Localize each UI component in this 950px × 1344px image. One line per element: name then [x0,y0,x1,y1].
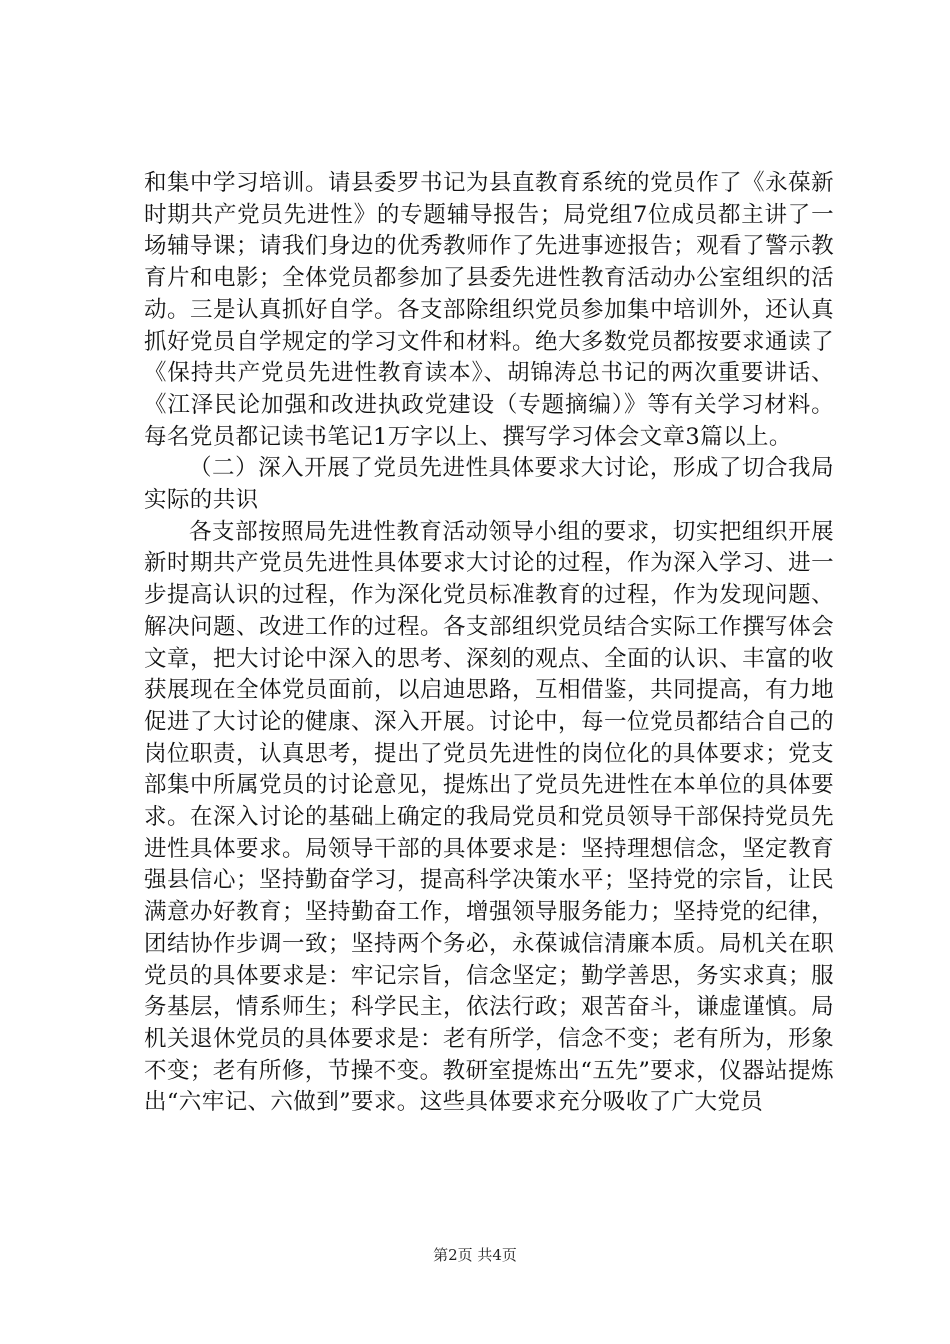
section-heading-two: （二）深入开展了党员先进性具体要求大讨论，形成了切合我局实际的共识 [144,455,834,514]
page-footer: 第2页 共4页 [433,1246,517,1264]
paragraph-study-training: 和集中学习培训。请县委罗书记为县直教育系统的党员作了《永葆新时期共产党员先进性》的专题辅导报告；局党组7位成员都主讲了一场辅导课；请我们身边的优秀教师作了先进事迹报告；观看了警示教育片和电影；全体党员都参加了县委先进性教育活动办公室组织的活动。三是认真抓好自学。各支部除组织党员参加集中培训外，还认真抓好党员自学规定的学习文件和材料。绝大多数党员都按要求通读了《保持共产党员先进性教育读本》、胡锦涛总书记的两次重要讲话、《江泽民论加强和改进执政党建设（专题摘编）》等有关学习材料。每名党员都记读书笔记1万字以上、撰写学习体会文章3篇以上。 [144,170,834,450]
paragraph-discussion: 各支部按照局先进性教育活动领导小组的要求，切实把组织开展新时期共产党员先进性具体要求大讨论的过程，作为深入学习、进一步提高认识的过程，作为深化党员标准教育的过程，作为发现问题、解决问题、改进工作的过程。各支部组织党员结合实际工作撰写体会文章，把大讨论中深入的思考、深刻的观点、全面的认识、丰富的收获展现在全体党员面前，以启迪思路，互相借鉴，共同提高，有力地促进了大讨论的健康、深入开展。讨论中，每一位党员都结合自己的岗位职责，认真思考，提出了党员先进性的岗位化的具体要求；党支部集中所属党员的讨论意见，提炼出了党员先进性在本单位的具体要求。在深入讨论的基础上确定的我局党员和党员领导干部保持党员先进性具体要求。局领导干部的具体要求是：坚持理想信念，坚定教育强县信心；坚持勤奋学习，提高科学决策水平；坚持党的宗旨，让民满意办好教育；坚持勤奋工作，增强领导服务能力；坚持党的纪律，团结协作步调一致；坚持两个务必，永葆诚信清廉本质。局机关在职党员的具体要求是：牢记宗旨，信念坚定；勤学善思，务实求真；服务基层，情系师生；科学民主，依法行政；艰苦奋斗，谦虚谨慎。局机关退休党员的具体要求是：老有所学，信念不变；老有所为，形象不变；老有所修，节操不变。教研室提炼出“五先”要求，仪器站提炼出“六牢记、六做到”要求。这些具体要求充分吸收了广大党员 [144,518,834,1116]
document-body [144,168,834,1119]
